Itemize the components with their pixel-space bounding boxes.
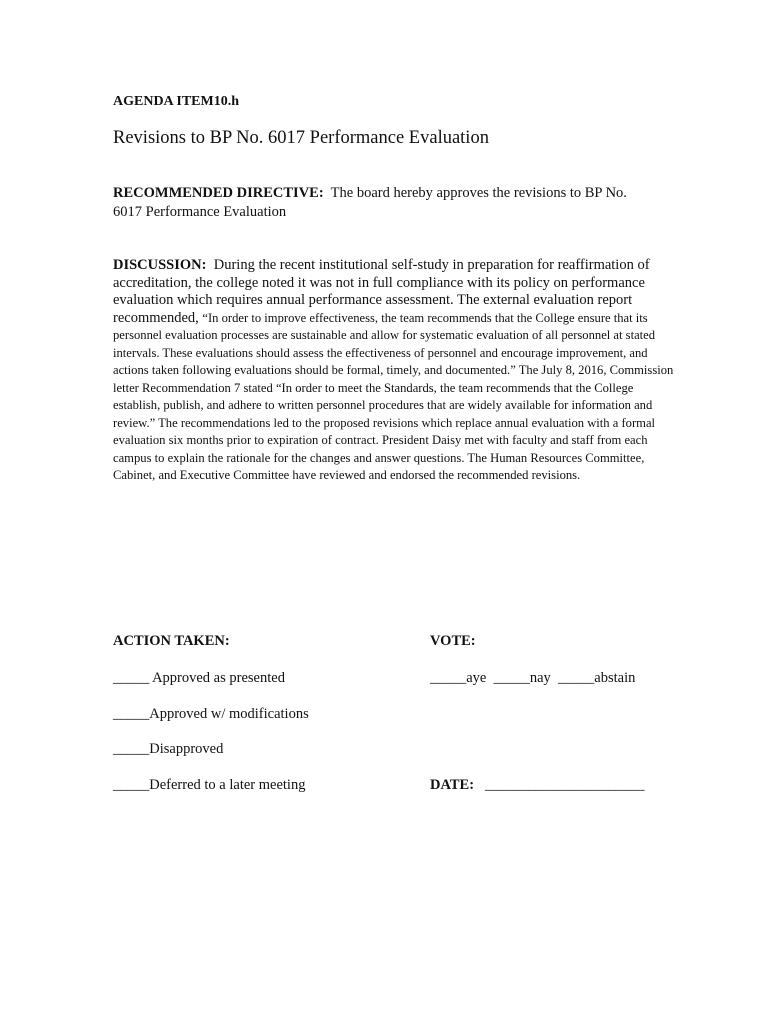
option-deferred[interactable]: _____Deferred to a later meeting	[113, 777, 306, 793]
date-label: DATE:	[430, 777, 475, 793]
directive-text-line2: 6017 Performance Evaluation	[113, 204, 287, 220]
option-approved-as-presented[interactable]: _____ Approved as presented	[113, 670, 285, 686]
date-line[interactable]: ______________________	[485, 777, 645, 793]
option-approved-with-modifications[interactable]: _____Approved w/ modifications	[113, 706, 309, 722]
action-taken-label: ACTION TAKEN:	[113, 633, 230, 649]
directive-label: RECOMMENDED DIRECTIVE:	[113, 185, 324, 201]
recommended-directive	[113, 184, 673, 222]
directive-text-line1: The board hereby approves the revisions to BP No.	[330, 185, 627, 201]
vote-label: VOTE:	[430, 633, 476, 649]
vote-line[interactable]: _____aye _____nay _____abstain	[430, 670, 636, 686]
discussion-lead-text: During the recent institutional self-study in preparation for reaffirmation of accreditation, the college noted it was not in full compliance with its policy on performance evaluation which requires annual performance assessment. The external evaluation report recommended,	[113, 257, 650, 326]
discussion-paragraph	[113, 257, 678, 485]
discussion-body-text: “In order to improve effectiveness, the team recommends that the College ensure that its personnel evaluation processes are sustainable and allow for systematic evaluation of all personnel at stated intervals. These evaluations should assess the effectiveness of personnel and encourage improvement, and actions taken following evaluations should be formal, timely, and documented.” The July 8, 2016, Commission letter Recommendation 7 stated “In order to meet the Standards, the team recommends that the College establish, publish, and adhere to written personnel procedures that are widely available for information and review.” The recommendations led to the proposed revisions which replace annual evaluation with a formal evaluation six months prior to expiration of contract. President Daisy met with faculty and staff from each campus to explain the rationale for the changes and answer questions. The Human Resources Committee, Cabinet, and Executive Committee have reviewed and endorsed the recommended revisions.	[113, 310, 674, 482]
option-disapproved[interactable]: _____Disapproved	[113, 741, 224, 757]
agenda-item-heading: AGENDA ITEM10.h	[113, 94, 240, 109]
discussion-label: DISCUSSION:	[113, 257, 207, 273]
document-title: Revisions to BP No. 6017 Performance Evaluation	[113, 128, 489, 148]
